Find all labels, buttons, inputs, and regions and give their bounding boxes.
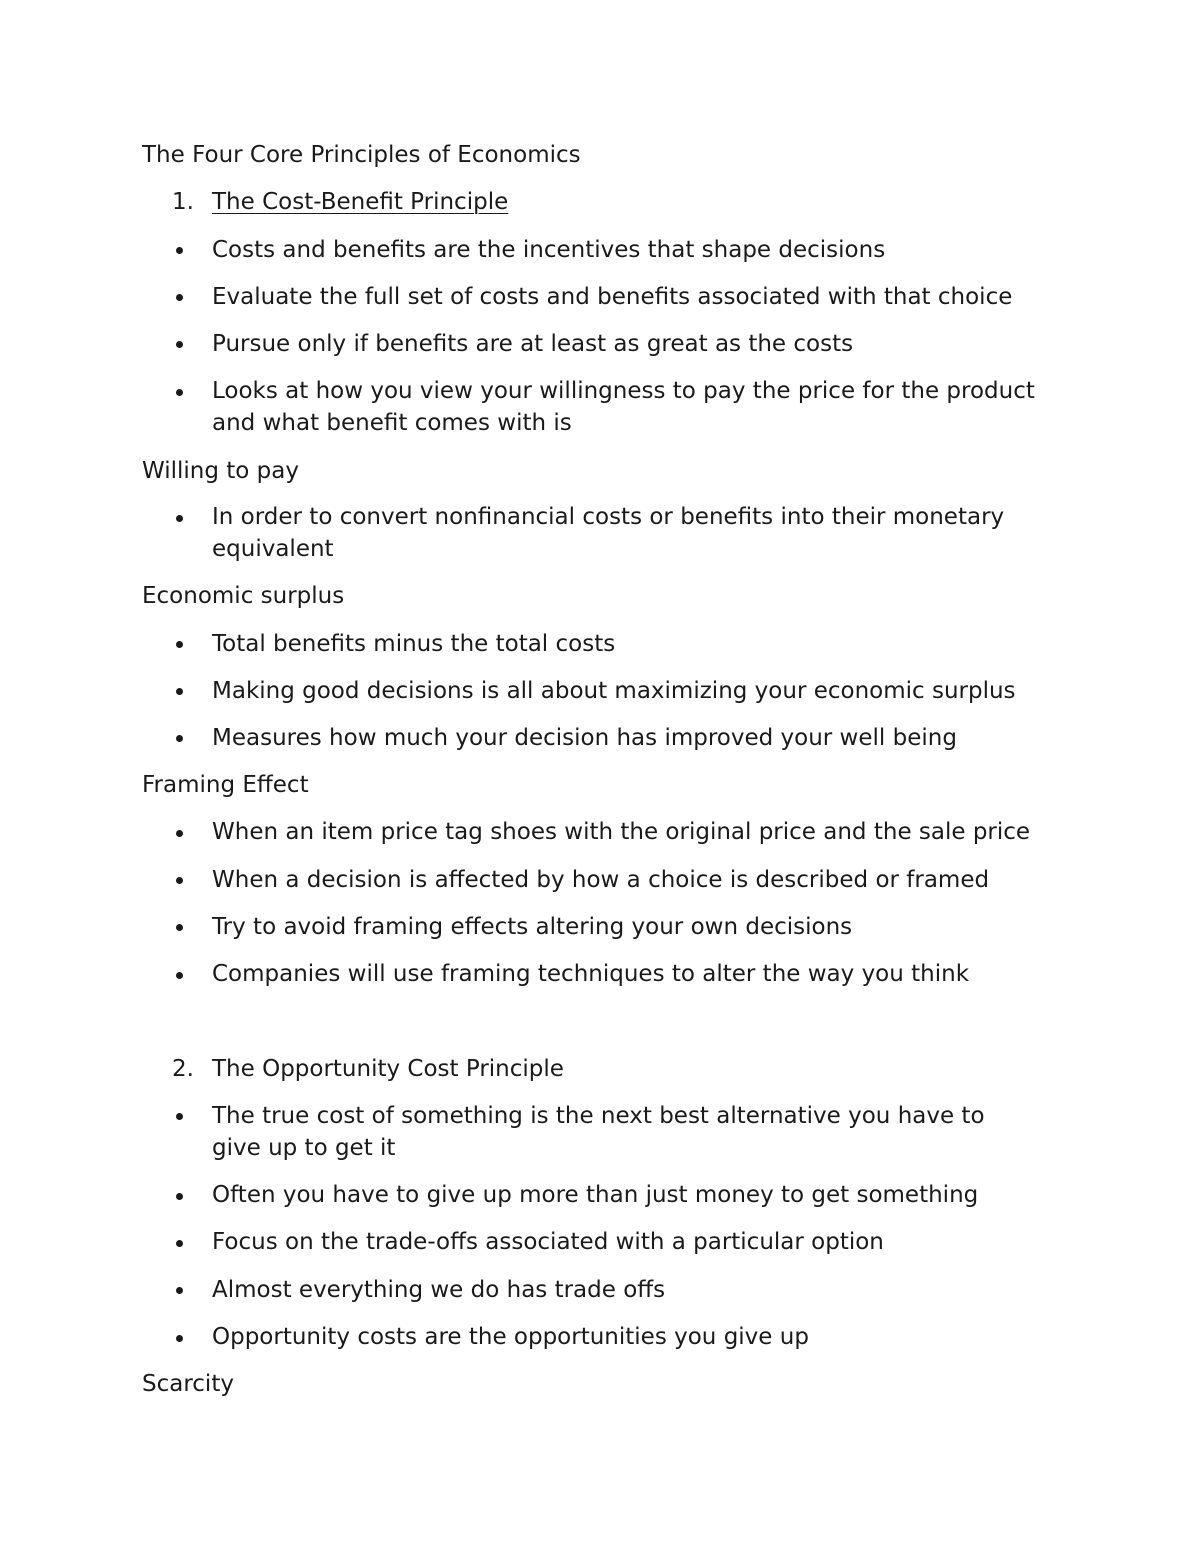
bullet-icon [176,1113,183,1120]
list-item: Making good decisions is all about maximizing your economic surplus [212,678,1016,704]
list-item: Focus on the trade-offs associated with a particular option [212,1229,884,1255]
section-heading-scarcity: Scarcity [142,1371,234,1397]
list-number: 2. [172,1056,194,1082]
list-item: When a decision is affected by how a choice is described or framed [212,867,990,893]
bullet-icon [176,688,183,695]
bullet-icon [176,830,183,837]
bullet-icon [176,641,183,648]
list-item: When an item price tag shoes with the original price and the sale price [212,819,1031,845]
list-item: Try to avoid framing effects altering your own decisions [212,914,853,940]
list-item: Looks at how you view your willingness to pay the price for the product and what benefit comes with is [212,378,1035,436]
bullet-icon [176,294,183,301]
list-item: Evaluate the full set of costs and benefits associated with that choice [212,284,1013,310]
bullet-icon [176,247,183,254]
section-heading-willing-to-pay: Willing to pay [142,458,299,484]
section-heading-cost-benefit: The Cost-Benefit Principle [212,189,509,215]
bullet-icon [176,515,183,522]
bullet-icon [176,735,183,742]
bullet-icon [176,972,183,979]
list-item: The true cost of something is the next best alternative you have to give up to get it [212,1103,985,1161]
section-heading-opportunity-cost: The Opportunity Cost Principle [212,1056,564,1082]
section-heading-economic-surplus: Economic surplus [142,583,345,609]
bullet-icon [176,1193,183,1200]
bullet-icon [176,341,183,348]
bullet-icon [176,1287,183,1294]
list-item: Often you have to give up more than just money to get something [212,1182,979,1208]
list-item: Total benefits minus the total costs [212,631,616,657]
bullet-icon [176,1335,183,1342]
page-title: The Four Core Principles of Economics [142,142,581,168]
list-item: Measures how much your decision has improved your well being [212,725,957,751]
list-item: Opportunity costs are the opportunities you give up [212,1324,809,1350]
list-item: Costs and benefits are the incentives that shape decisions [212,237,886,263]
list-number: 1. [172,189,194,215]
list-item: Almost everything we do has trade offs [212,1277,666,1303]
list-item: In order to convert nonfinancial costs or benefits into their monetary equivalent [212,504,1005,562]
section-heading-framing-effect: Framing Effect [142,772,309,798]
list-item: Pursue only if benefits are at least as great as the costs [212,331,854,357]
list-item: Companies will use framing techniques to alter the way you think [212,961,970,987]
bullet-icon [176,389,183,396]
bullet-icon [176,1240,183,1247]
bullet-icon [176,877,183,884]
bullet-icon [176,924,183,931]
